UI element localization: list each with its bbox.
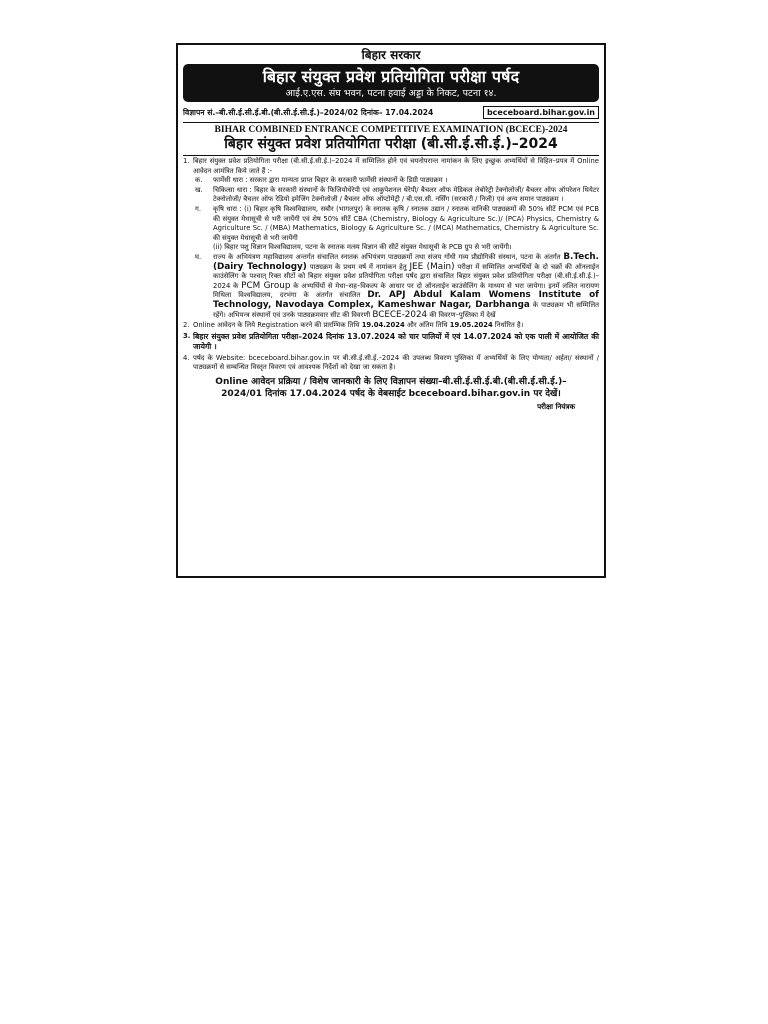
exam-dates-text: बिहार संयुक्त प्रवेश प्रतियोगिता परीक्षा–2024 दिनांक 13.07.2024 को चार पालियों में एवं 14.07.2024 को एक पाली में आयोजित की जायेगी । [193, 331, 599, 352]
advertisement-reference: विज्ञापन सं.–बी.सी.ई.सी.ई.बी.(बी.सी.ई.सी.ई.)–2024/02 दिनांक– 17.04.2024 [183, 107, 434, 117]
engineering-text: की विवरण–पुस्तिका में देखें [429, 310, 496, 319]
registration-end-date: 19.05.2024 [449, 321, 493, 330]
government-name: बिहार सरकार [361, 48, 421, 62]
engineering-stream-text [213, 253, 599, 320]
sub-point-number: घ. [195, 252, 202, 261]
footer-line-1: Online आवेदन प्रक्रिया / विशेष जानकारी के लिए विज्ञापन संख्या–बी.सी.ई.सी.ई.बी.(बी.सी.ई.सी.ई.)– [215, 376, 567, 387]
sub-point-number: ग. [195, 204, 201, 213]
agriculture-text-part-1: कृषि धारा : (i) बिहार कृषि विश्वविद्यालय, सबौर (भागलपुर) के स्नातक कृषि / स्नातक उद्यान / स्नातक वानिकी पाठ्यक्रमों की 50% सीटें PCM एवं PCB की संयुक्त मेधासूची से भरी जायेंगी एवं शेष 50% सीटें CBA (Chemistry, Biology & Agriculture Sc.)/ (PCA) Physics, Chemistry & Agriculture Sc. / (MBA) Mathematics, Biology & Agriculture Sc. / (MCA) Mathematics, Chemistry & Agriculture Sc. की संयुक्त मेधासूची से भरी जायेंगी [213, 204, 599, 242]
sub-point-number: ख. [195, 185, 203, 194]
agriculture-text-part-2: (ii) बिहार पशु विज्ञान विश्वविद्यालय, पटना के स्नातक मत्स्य विज्ञान की सीटें संयुक्त मेधासूची के PCB ग्रुप से भरी जायेंगी। [213, 243, 512, 252]
pcm-group: PCM Group [241, 280, 291, 291]
point-4 [183, 354, 599, 373]
website-box: bceceboard.bihar.gov.in [483, 106, 599, 119]
pharmacy-stream-text: फार्मेसी धारा : सरकार द्वारा मान्यता प्राप्त बिहार के सरकारी फार्मेसी संस्थानों के डिग्री पाठ्यक्रम । [213, 176, 448, 185]
point-number: 1. [183, 157, 190, 165]
exam-title [183, 122, 599, 156]
sub-point-number: क. [195, 176, 203, 185]
registration-text: और अंतिम तिथि [406, 321, 448, 330]
registration-text: Online आवेदन के लिये Registration करने की प्रारम्भिक तिथि [193, 321, 360, 330]
board-name: बिहार संयुक्त प्रवेश प्रतियोगिता परीक्षा पर्षद [262, 67, 520, 86]
engineering-text: के अभ्यर्थियों से मेधा–सह–विकल्प के आधार पर दो ऑनलाईन काउंसेलिंग के माध्यम से भरा जायेगा। इनमें ललित नारायण मिथिला विश्वविद्यालय, दरभंगा के अंतर्गत संचालित [213, 281, 599, 300]
medical-stream-text: चिकित्सा धारा : बिहार के सरकारी संस्थानों के फिजियोथेरेपी एवं आकुपेशनल थेरेपी/ बैचलर ऑफ मेडिकल लेबोरेट्री टेक्नोलोजी/ बैचलर ऑफ ऑपरेशन थियेटर टेक्नोलोजी/ बैचलर ऑफ रेडियो इमेजिंग टेक्नोलोजी / बैचलर ऑफ ऑप्टोमेट्री / बी.एस.सी. नर्सिंग (सरकारी / निजी) एवं अन्य समान पाठ्यक्रम । [213, 185, 599, 204]
board-address: आई.ए.एस. संघ भवन, पटना हवाई अड्डा के निकट, पटना १४. [285, 88, 497, 99]
registration-start-date: 19.04.2024 [361, 321, 405, 330]
point-1-a [195, 176, 599, 186]
point-1-text: बिहार संयुक्त प्रवेश प्रतियोगिता परीक्षा (बी.सी.ई.सी.ई.)–2024 में सम्मिलित होने एवं चयनोपरान्त नामांकन के लिए इच्छुक अभ्यर्थियों से विहित–प्रपत्र में Online आवेदन आमंत्रित किये जाते हैं :- [193, 157, 599, 175]
point-number: 3. [183, 331, 191, 340]
point-number: 2. [183, 321, 190, 330]
dairy-technology-course: B.Tech. (Dairy Technology) [213, 251, 600, 272]
institute-name: Dr. APJ Abdul Kalam Womens Institute of Technology, Navodaya Complex, Kameshwar Nagar, Darbhanga [213, 290, 599, 310]
point-1-b [195, 186, 599, 205]
engineering-text: पाठ्यक्रम के प्रथम वर्ष में नामांकन हेतु [309, 262, 407, 271]
website-info-text: पर्षद के Website: bceceboard.bihar.gov.in पर बी.सी.ई.सी.ई.–2024 की उपलब्ध विवरण पुस्तिका में अभ्यर्थियों के लिए योग्यता/ अर्हता/ संस्थानों / पाठ्यक्रमों से सम्बन्धित विस्तृत विवरण एवं आवश्यक निर्देशों को देखा जा सकता है। [193, 353, 599, 372]
point-1-d [195, 253, 599, 320]
agriculture-stream-text [213, 205, 599, 253]
exam-notice [176, 43, 606, 578]
point-1 [183, 157, 599, 176]
reference-row [183, 106, 599, 119]
footer-note [183, 376, 599, 400]
point-3 [183, 332, 599, 353]
engineering-text: के पाठ्यक्रम भी सम्मिलित रहेंगे। अभियन्त्र संस्थानों एवं उनके पाठ्यक्रमवार सीट की विवरणी [213, 300, 599, 319]
point-number: 4. [183, 353, 190, 362]
bcece-2024: BCECE-2024 [372, 309, 428, 320]
board-banner [183, 64, 599, 102]
exam-title-english: BIHAR COMBINED ENTRANCE COMPETITIVE EXAMINATION (BCECE)-2024 [214, 124, 568, 135]
point-1-c [195, 205, 599, 253]
signature: परीक्षा नियंत्रक [537, 401, 575, 411]
point-2 [183, 321, 599, 331]
engineering-text: परीक्षा में सम्मिलित अभ्यर्थियों के दो चक्रों की ऑनलाईन काउंसेलिंग के पश्चात् रिक्त सीटों को बिहार संयुक्त प्रवेश प्रतियोगिता परीक्षा पर्षद द्वारा संचालित बिहार संयुक्त प्रवेश प्रतियोगिता परीक्षा (बी.सी.ई.सी.ई.)–2024 के [213, 262, 599, 290]
footer-line-2: 2024/01 दिनांक 17.04.2024 पर्षद के वेबसाईट bceceboard.bihar.gov.in पर देखें। [221, 388, 561, 399]
jee-main: JEE (Main) [409, 261, 455, 272]
registration-text: निर्धारित है। [494, 321, 524, 330]
exam-title-hindi: बिहार संयुक्त प्रवेश प्रतियोगिता परीक्षा (बी.सी.ई.सी.ई.)–2024 [224, 136, 558, 152]
engineering-text: राज्य के अभियंत्रण महाविद्यालय अन्तर्गत संचालित स्नातक अभियंत्रण पाठ्यक्रमों तथा संजय गाँधी गव्य प्रौद्योगिकी संस्थान, पटना के अंतर्गत [213, 252, 561, 261]
registration-dates [193, 321, 599, 331]
